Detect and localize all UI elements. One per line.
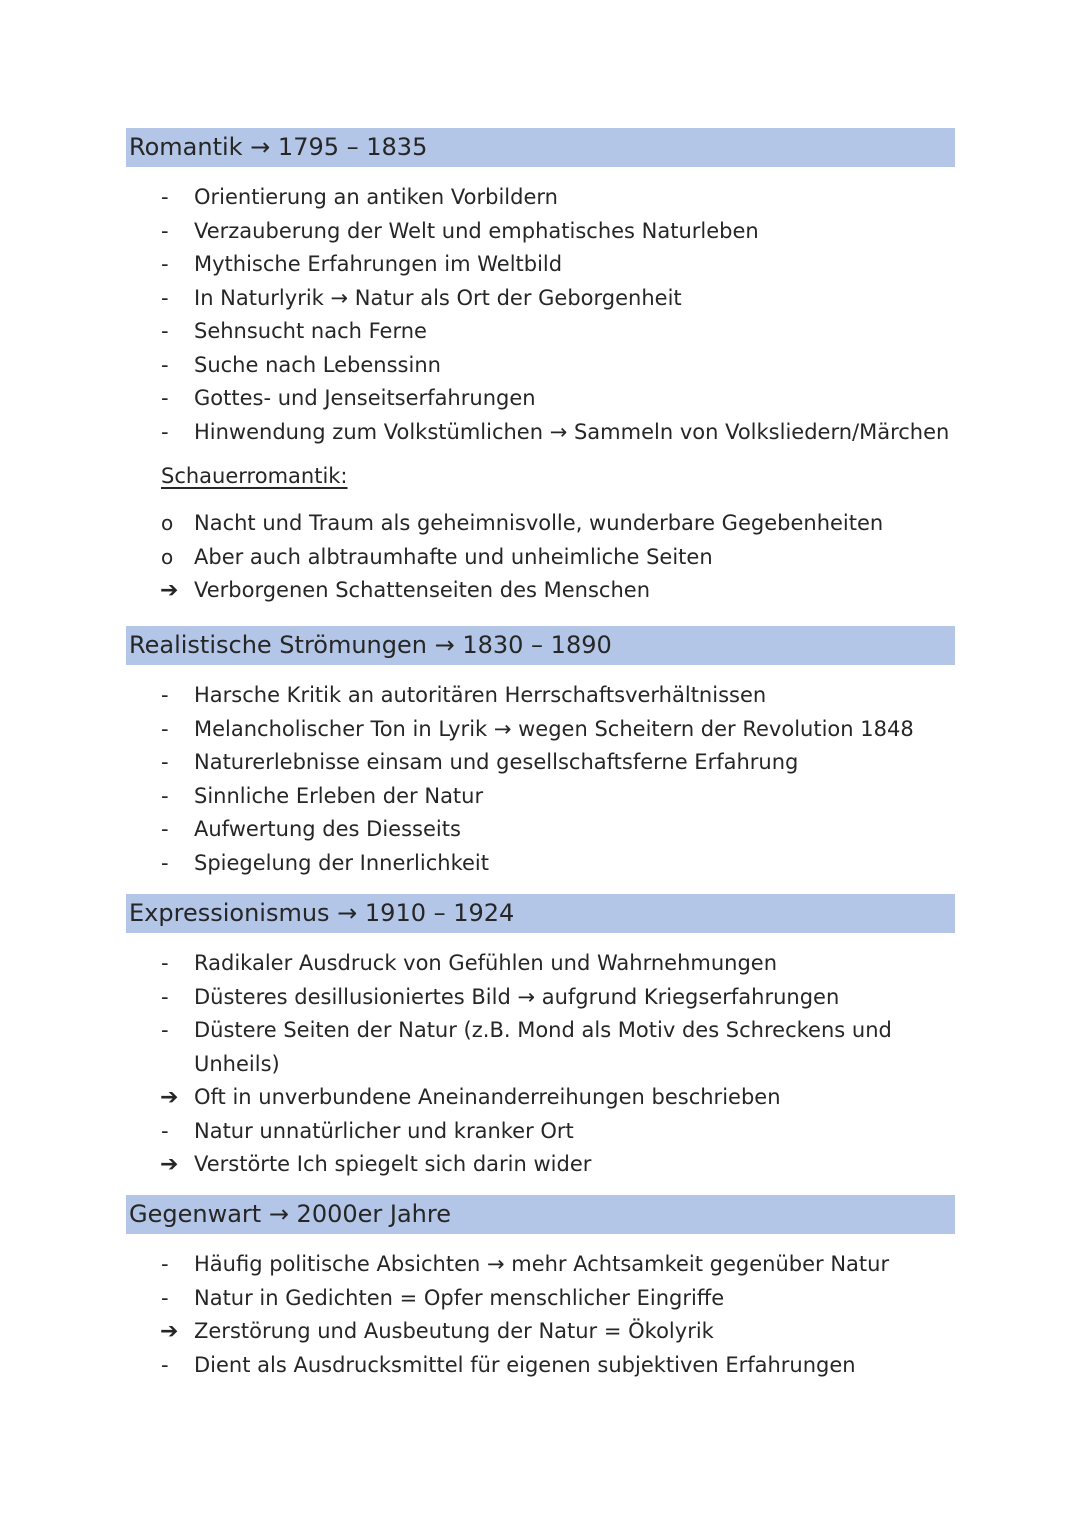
section-expressionismus: [126, 894, 955, 1182]
list-item-text: Verborgenen Schattenseiten des Menschen: [194, 578, 651, 602]
list-item: [126, 1081, 955, 1115]
list-item: [126, 813, 955, 847]
list-item: [126, 541, 955, 575]
bullet-marker: -: [161, 951, 169, 975]
list-item: [126, 574, 955, 608]
bullet-marker: -: [161, 1118, 169, 1143]
bullet-marker: -: [161, 319, 169, 343]
list-item: [126, 1115, 955, 1149]
list-item-text: Melancholischer Ton in Lyrik → wegen Scheitern der Revolution 1848: [194, 716, 914, 741]
section-gegenwart: [126, 1195, 955, 1382]
circle-bullet-icon: o: [161, 544, 174, 569]
bullet-marker: -: [161, 352, 169, 377]
arrow-right-icon: ➔: [160, 1152, 179, 1177]
section-heading: Realistische Strömungen → 1830 – 1890: [126, 626, 955, 665]
bullet-marker: -: [161, 1285, 169, 1310]
bullet-marker: -: [161, 817, 169, 841]
list-item-text: Düstere Seiten der Natur (z.B. Mond als Motiv des Schreckens und Unheils): [194, 1018, 892, 1076]
bullet-marker: -: [161, 252, 169, 276]
list-item: [126, 215, 955, 249]
list-item-text: Radikaler Ausdruck von Gefühlen und Wahrnehmungen: [194, 951, 778, 975]
list-item: [126, 981, 955, 1015]
bullet-marker: -: [161, 750, 169, 774]
list-item: [126, 847, 955, 881]
list-item-text: Verstörte Ich spiegelt sich darin wider: [194, 1152, 592, 1176]
list-item-text: Hinwendung zum Volkstümlichen → Sammeln von Volksliedern/Märchen: [194, 419, 950, 444]
bullet-marker: -: [161, 386, 169, 410]
bullet-marker: -: [161, 419, 169, 444]
list-item-text: Aber auch albtraumhafte und unheimliche Seiten: [194, 544, 713, 569]
arrow-right-icon: ➔: [160, 1319, 179, 1344]
list-item-text: Natur unnatürlicher und kranker Ort: [194, 1118, 574, 1143]
list-item-text: Natur in Gedichten = Opfer menschlicher Eingriffe: [194, 1285, 725, 1310]
arrow-right-icon: ➔: [160, 578, 179, 603]
bullet-marker: -: [161, 783, 169, 808]
list-item: [126, 248, 955, 282]
list-item: [126, 1248, 955, 1282]
list-item-text: Zerstörung und Ausbeutung der Natur = Ökolyrik: [194, 1319, 714, 1343]
list-item-text: Nacht und Traum als geheimnisvolle, wunderbare Gegebenheiten: [194, 511, 884, 535]
list-item: [126, 1148, 955, 1182]
list-item: [126, 1349, 955, 1383]
list-item-text: Düsteres desillusioniertes Bild → aufgrund Kriegserfahrungen: [194, 984, 840, 1009]
list-item-text: Suche nach Lebenssinn: [194, 352, 441, 377]
list-item-text: Mythische Erfahrungen im Weltbild: [194, 252, 563, 276]
list-item: [126, 713, 955, 747]
circle-bullet-icon: o: [161, 511, 174, 535]
list-item: [126, 382, 955, 416]
list-item-text: Harsche Kritik an autoritären Herrschaftsverhältnissen: [194, 683, 767, 707]
list-item-text: Orientierung an antiken Vorbildern: [194, 185, 558, 209]
list-item: [126, 1282, 955, 1316]
list-item: [126, 780, 955, 814]
bullet-marker: -: [161, 185, 169, 209]
bullet-list: [126, 181, 955, 449]
list-item: [126, 1014, 955, 1081]
section-heading: Romantik → 1795 – 1835: [126, 128, 955, 167]
list-item: [126, 1315, 955, 1349]
bullet-marker: -: [161, 1252, 169, 1276]
bullet-list: [126, 947, 955, 1182]
list-item-text: Oft in unverbundene Aneinanderreihungen beschrieben: [194, 1085, 781, 1109]
list-item-text: Sehnsucht nach Ferne: [194, 319, 427, 343]
section-heading: Expressionismus → 1910 – 1924: [126, 894, 955, 933]
subheading-schauerromantik: Schauerromantik:: [161, 464, 348, 488]
section-heading: Gegenwart → 2000er Jahre: [126, 1195, 955, 1234]
list-item-text: Spiegelung der Innerlichkeit: [194, 850, 489, 875]
list-item-text: Häufig politische Absichten → mehr Achtsamkeit gegenüber Natur: [194, 1252, 890, 1276]
bullet-list: [126, 679, 955, 880]
list-item-text: In Naturlyrik → Natur als Ort der Geborgenheit: [194, 285, 682, 310]
list-item-text: Aufwertung des Diesseits: [194, 817, 461, 841]
list-item: [126, 746, 955, 780]
sub-bullet-list: [126, 507, 955, 608]
list-item: [126, 679, 955, 713]
list-item: [126, 315, 955, 349]
list-item-text: Naturerlebnisse einsam und gesellschaftsferne Erfahrung: [194, 750, 799, 774]
arrow-right-icon: ➔: [160, 1085, 179, 1110]
list-item-text: Gottes- und Jenseitserfahrungen: [194, 386, 536, 410]
bullet-list: [126, 1248, 955, 1382]
list-item: [126, 507, 955, 541]
bullet-marker: -: [161, 285, 169, 310]
bullet-marker: -: [161, 716, 169, 741]
list-item-text: Verzauberung der Welt und emphatisches Naturleben: [194, 218, 759, 243]
bullet-marker: -: [161, 1018, 169, 1042]
bullet-marker: -: [161, 1352, 169, 1377]
list-item: [126, 349, 955, 383]
bullet-marker: -: [161, 218, 169, 243]
list-item: [126, 416, 955, 450]
section-romantik: [126, 128, 955, 608]
bullet-marker: -: [161, 683, 169, 707]
list-item-text: Dient als Ausdrucksmittel für eigenen subjektiven Erfahrungen: [194, 1352, 856, 1377]
list-item: [126, 282, 955, 316]
list-item: [126, 181, 955, 215]
bullet-marker: -: [161, 984, 169, 1009]
section-realismus: [126, 626, 955, 880]
list-item: [126, 947, 955, 981]
bullet-marker: -: [161, 850, 169, 875]
list-item-text: Sinnliche Erleben der Natur: [194, 783, 484, 808]
